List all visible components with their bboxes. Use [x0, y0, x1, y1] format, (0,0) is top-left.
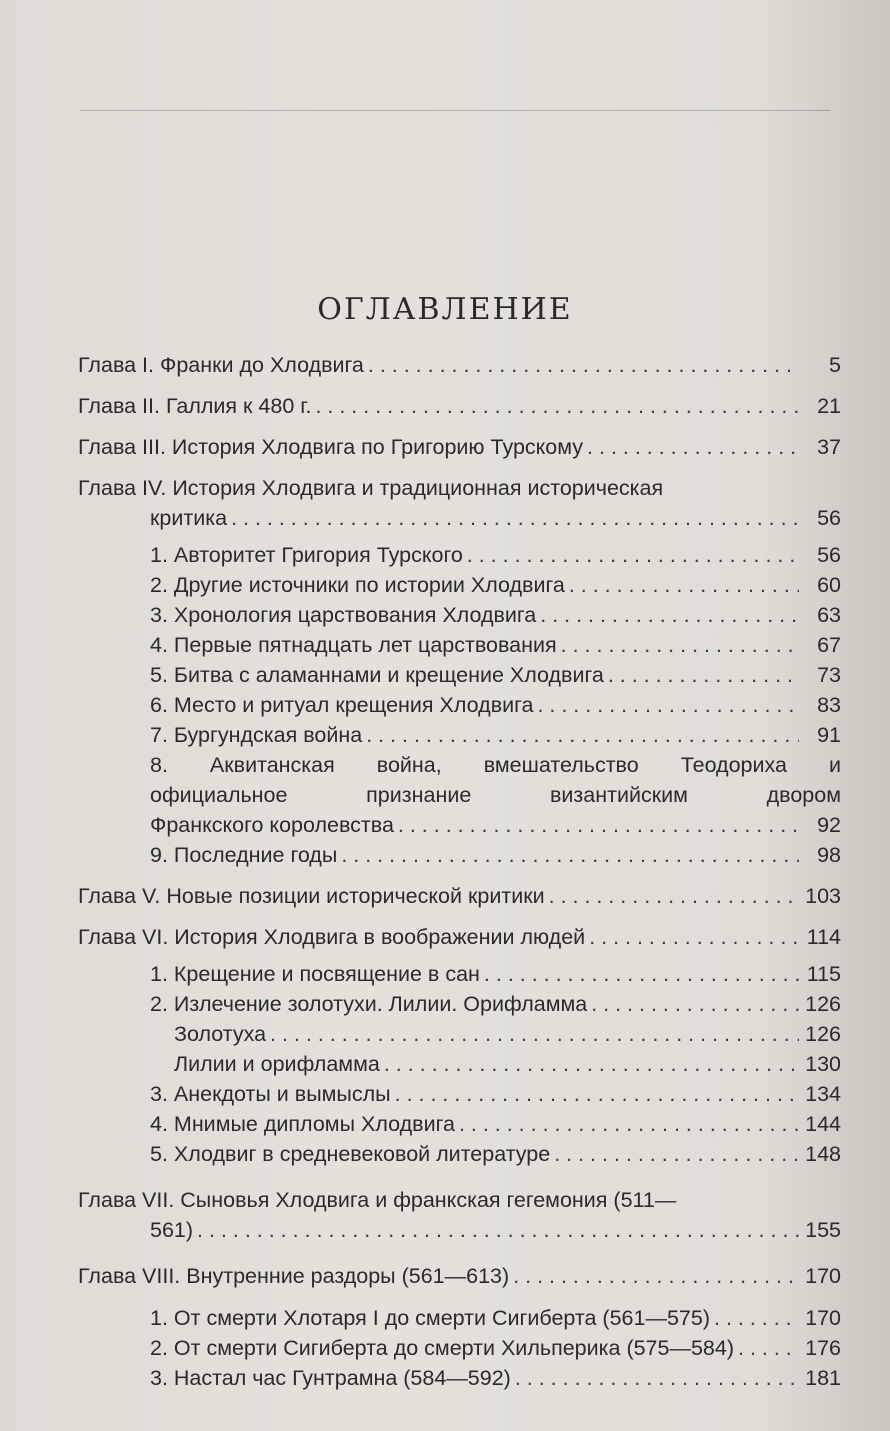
toc-entry-section: 3. Настал час Гунтрамна (584—592) . . . 181	[78, 1363, 841, 1393]
chapter-6-sections	[78, 959, 841, 1169]
toc-entry-section: 6. Место и ритуал крещения Хлодвига . . . 83	[78, 690, 841, 720]
toc-entry-section: 4. Первые пятнадцать лет царствования . . . 67	[78, 630, 841, 660]
toc-entry-section: 4. Мнимые дипломы Хлодвига . . . 144	[78, 1109, 841, 1139]
toc-entry-section: 5. Битва с аламаннами и крещение Хлодвига . . . 73	[78, 660, 841, 690]
toc-entry-chapter-5: Глава V. Новые позиции исторической критики . . . 103	[78, 881, 841, 911]
toc-entry-chapter-6: Глава VI. История Хлодвига в воображении людей . . . 114	[78, 922, 841, 952]
toc-entry-section: 7. Бургундская война . . . 91	[78, 720, 841, 750]
toc-entry-subsection: Золотуха . . . 126	[78, 1019, 841, 1049]
toc-entry-section: 9. Последние годы . . . 98	[78, 840, 841, 870]
toc-entry-chapter-8: Глава VIII. Внутренние раздоры (561—613) . . . 170	[78, 1261, 841, 1291]
bleed-through-rule	[80, 110, 830, 111]
toc-entry-chapter-3: Глава III. История Хлодвига по Григорию Турскому . . . 37	[78, 432, 841, 462]
toc-entry-section: 3. Хронология царствования Хлодвига . . . 63	[78, 600, 841, 630]
toc-entry-chapter-4: Глава IV. История Хлодвига и традиционная историческая критика . . . 56	[78, 473, 841, 533]
toc-entry-chapter-7: Глава VII. Сыновья Хлодвига и франкская гегемония (511— 561) . . . 155	[78, 1185, 841, 1245]
toc-entry-section: 1. Авторитет Григория Турского . . . 56	[78, 540, 841, 570]
toc-entry-chapter-2: Глава II. Галлия к 480 г. . . . 21	[78, 391, 841, 421]
toc-entry-subsection: Лилии и орифламма . . . 130	[78, 1049, 841, 1079]
table-of-contents	[78, 350, 841, 1393]
toc-entry-section: 2. Излечение золотухи. Лилии. Орифламма . . . 126	[78, 989, 841, 1019]
toc-entry-section: 1. От смерти Хлотаря I до смерти Сигиберта (561—575) . . . 170	[78, 1303, 841, 1333]
toc-entry-section: 3. Анекдоты и вымыслы . . . 134	[78, 1079, 841, 1109]
chapter-4-sections	[78, 540, 841, 870]
toc-entry-section-8: 8. Аквитанская война, вмешательство Теодориха и официальное признание византийским двором Франкского королевства . . . 92	[78, 750, 841, 840]
toc-entry-chapter-1: Глава I. Франки до Хлодвига . . . 5	[78, 350, 841, 380]
toc-entry-section: 5. Хлодвиг в средневековой литературе . . . 148	[78, 1139, 841, 1169]
chapter-8-sections	[78, 1303, 841, 1393]
toc-entry-section: 2. От смерти Сигиберта до смерти Хильперика (575—584) . . . 176	[78, 1333, 841, 1363]
toc-entry-section: 1. Крещение и посвящение в сан . . . 115	[78, 959, 841, 989]
page-title: ОГЛАВЛЕНИЕ	[317, 292, 573, 327]
toc-entry-section: 2. Другие источники по истории Хлодвига . . . 60	[78, 570, 841, 600]
